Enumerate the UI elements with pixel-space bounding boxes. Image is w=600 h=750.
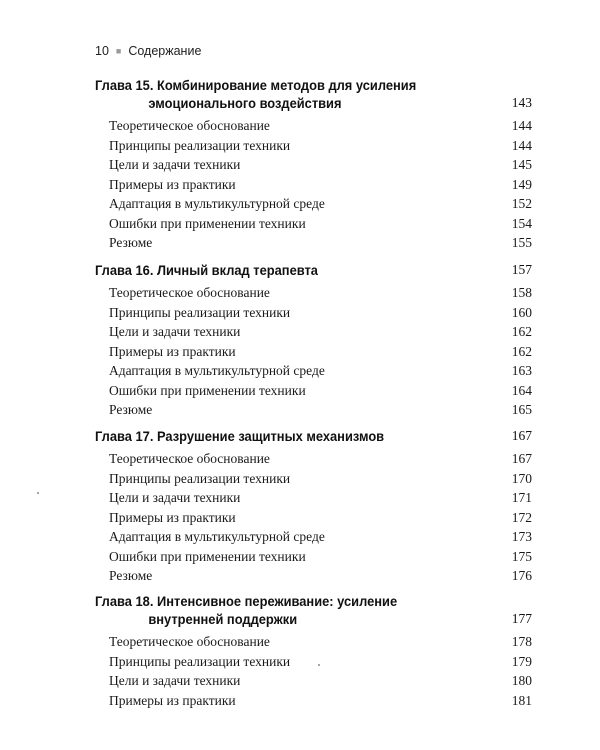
chapter-15 (95, 76, 532, 253)
chapter-page: 177 (511, 611, 532, 626)
toc-entry: Теоретическое обоснование 144 (109, 118, 532, 133)
toc-entry: Примеры из практики 172 (109, 509, 532, 525)
chapter-17 (95, 427, 532, 586)
toc-entry: Адаптация в мультикультурной среде 163 (109, 363, 532, 378)
chapter-title: Глава 17. Разрушение защитных механизмов (95, 428, 385, 444)
running-header (95, 44, 201, 58)
toc-entry: Теоретическое обоснование 178 (109, 634, 532, 649)
toc-entry: Принципы реализации техники 160 (109, 304, 532, 320)
toc-entry: Цели и задачи техники 145 (109, 157, 532, 172)
toc-entry: Принципы реализации техники 179 (109, 653, 532, 669)
toc-entry: Примеры из практики 162 (109, 343, 532, 359)
section-title: Содержание (128, 44, 202, 58)
chapter-page: 143 (511, 95, 532, 110)
chapter-title: Глава 16. Личный вклад терапевта (95, 262, 318, 278)
toc-entry: Резюме 176 (109, 568, 532, 583)
toc-entry: Теоретическое обоснование 167 (109, 451, 532, 466)
chapter-page: 157 (511, 262, 532, 277)
chapter-title: Глава 18. Интенсивное переживание: усиление внутренней поддержки (95, 593, 398, 627)
toc-entry: Цели и задачи техники 162 (109, 324, 532, 339)
toc-entry: Ошибки при применении техники 154 (109, 215, 532, 231)
toc-entry: Резюме 155 (109, 235, 532, 250)
toc-entry: Ошибки при применении техники 175 (109, 548, 532, 564)
chapter-heading (95, 261, 532, 279)
toc-entry: Теоретическое обоснование 158 (109, 285, 532, 300)
chapter-16 (95, 261, 532, 420)
toc-entry: Принципы реализации техники 170 (109, 470, 532, 486)
chapter-heading (95, 76, 532, 112)
toc-entry: Принципы реализации техники 144 (109, 137, 532, 153)
separator-square: ■ (115, 46, 122, 56)
scan-speck (318, 664, 320, 666)
chapter-heading (95, 592, 532, 628)
chapter-18 (95, 592, 532, 710)
chapter-heading (95, 427, 532, 445)
toc-entry: Цели и задачи техники 180 (109, 673, 532, 688)
toc-entry: Адаптация в мультикультурной среде 152 (109, 196, 532, 211)
scan-speck (37, 492, 39, 494)
toc-entry: Цели и задачи техники 171 (109, 490, 532, 505)
toc-entry: Резюме 165 (109, 402, 532, 417)
page-number: 10 (95, 44, 109, 58)
toc-entry: Адаптация в мультикультурной среде 173 (109, 529, 532, 544)
toc-entry: Примеры из практики 181 (109, 692, 532, 708)
chapter-page: 167 (511, 428, 532, 443)
chapter-title: Глава 15. Комбинирование методов для усиления эмоционального воздействия (95, 77, 417, 111)
toc-entry: Примеры из практики 149 (109, 176, 532, 192)
toc-entry: Ошибки при применении техники 164 (109, 382, 532, 398)
